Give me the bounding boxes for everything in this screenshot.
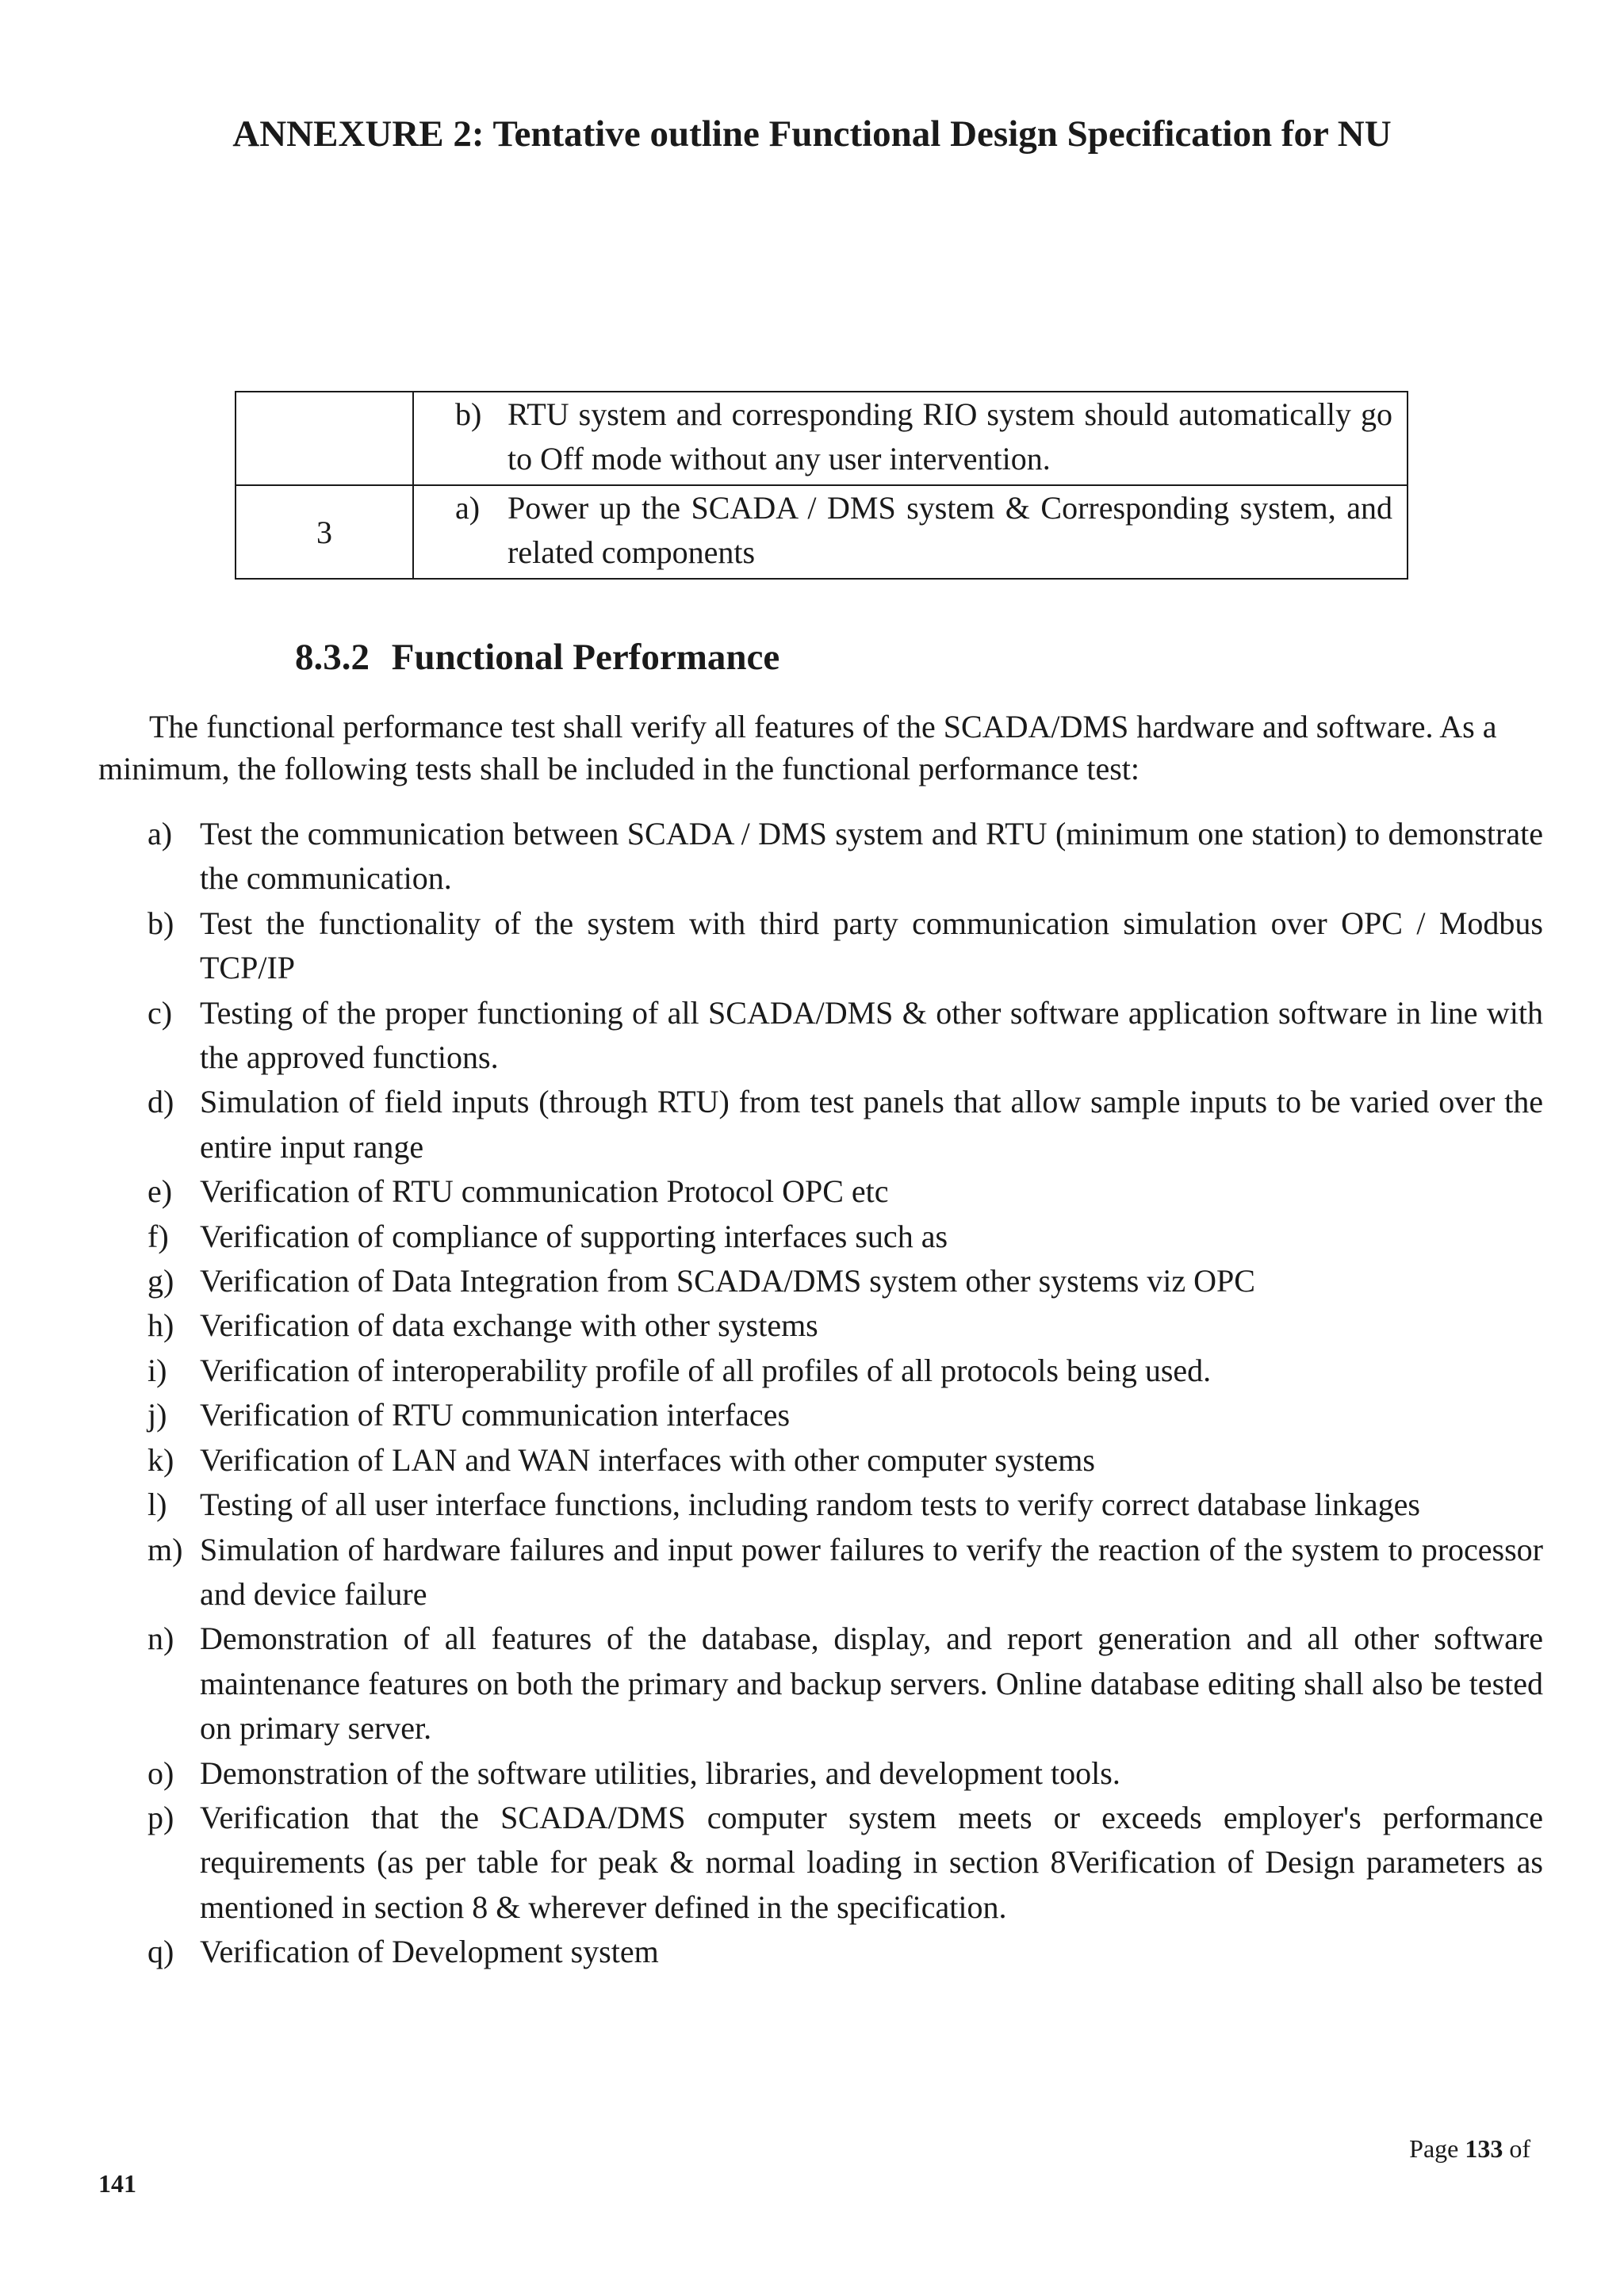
list-text: Verification of LAN and WAN interfaces with other computer systems — [200, 1441, 1095, 1478]
list-item — [147, 901, 1543, 991]
list-marker: n) — [147, 1621, 174, 1657]
list-item — [147, 1303, 1543, 1348]
list-marker: l) — [147, 1487, 167, 1523]
list-text: Verification of compliance of supporting interfaces such as — [200, 1218, 948, 1254]
list-marker: e) — [147, 1173, 173, 1210]
list-item — [147, 1617, 1543, 1751]
page-number — [1409, 2134, 1530, 2164]
list-text: Simulation of field inputs (through RTU) from test panels that allow sample inputs to be varied over the entire input range — [200, 1084, 1543, 1165]
list-item — [147, 1169, 1543, 1214]
list-text: Verification of interoperability profile of all profiles of all protocols being used. — [200, 1352, 1212, 1388]
table-item-text: Power up the SCADA / DMS system & Corresponding system, and related components — [508, 490, 1392, 570]
page-of: of — [1509, 2134, 1530, 2163]
list-item — [147, 812, 1543, 901]
list-text: Verification of RTU communication Protocol OPC etc — [200, 1173, 889, 1210]
list-text: Testing of all user interface functions, including random tests to verify correct database linkages — [200, 1487, 1420, 1523]
list-text: Verification that the SCADA/DMS computer system meets or exceeds employer's performance requirements (as per table for peak & normal loading in section 8Verification of Design parameters as mentioned in section 8 & wherever defined in the specification. — [200, 1799, 1543, 1925]
list-text: Demonstration of all features of the database, display, and report generation and all other software maintenance features on both the primary and backup servers. Online database editing shall also be tested on primary server. — [200, 1621, 1543, 1747]
list-text: Verification of data exchange with other systems — [200, 1307, 818, 1344]
list-marker: g) — [147, 1263, 174, 1299]
list-text: Simulation of hardware failures and input power failures to verify the reaction of the system to processor and device failure — [200, 1531, 1543, 1612]
section-heading — [295, 636, 779, 679]
list-item — [147, 1528, 1543, 1617]
page-title: ANNEXURE 2: Tentative outline Functional Design Specification for NU — [232, 113, 1392, 155]
list-text: Verification of Development system — [200, 1934, 659, 1970]
list-text: Test the functionality of the system with third party communication simulation over OPC / Modbus TCP/IP — [200, 905, 1543, 986]
list-item — [147, 1438, 1543, 1483]
list-marker: o) — [147, 1755, 174, 1791]
list-item — [147, 1215, 1543, 1259]
total-pages: 141 — [98, 2169, 136, 2198]
table-row — [236, 392, 1408, 485]
list-item — [147, 1751, 1543, 1796]
list-marker: q) — [147, 1934, 174, 1970]
list-item — [147, 1393, 1543, 1437]
list-item — [147, 1796, 1543, 1930]
list-item — [147, 1930, 1543, 1974]
list-item — [147, 1483, 1543, 1527]
test-list — [147, 812, 1543, 1975]
section-number: 8.3.2 — [295, 637, 370, 678]
table-step-description — [413, 392, 1408, 485]
list-marker: d) — [147, 1084, 174, 1120]
list-marker: a) — [147, 816, 173, 851]
list-marker: m) — [147, 1531, 183, 1567]
list-text: Demonstration of the software utilities, libraries, and development tools. — [200, 1755, 1120, 1791]
list-marker: p) — [147, 1799, 174, 1835]
section-title: Functional Performance — [391, 637, 780, 678]
table-step-number: 3 — [236, 485, 413, 579]
list-text: Verification of RTU communication interfaces — [200, 1397, 791, 1433]
list-marker: f) — [147, 1218, 169, 1254]
list-marker: k) — [147, 1441, 174, 1478]
test-steps-table — [235, 391, 1408, 580]
current-page: 133 — [1465, 2134, 1503, 2163]
table-item-marker: a) — [455, 490, 481, 526]
table-step-description — [413, 485, 1408, 579]
table-step-number — [236, 392, 413, 485]
list-marker: j) — [147, 1397, 167, 1433]
list-marker: i) — [147, 1352, 167, 1388]
page-label: Page — [1409, 2134, 1459, 2163]
list-text: Testing of the proper functioning of all SCADA/DMS & other software application software in line with the approved functions. — [200, 994, 1543, 1076]
list-text: Test the communication between SCADA / DMS system and RTU (minimum one station) to demonstrate the communication. — [200, 816, 1543, 897]
section-intro: The functional performance test shall verify all features of the SCADA/DMS hardware and software. As a minimum, the following tests shall be included in the functional performance test: — [98, 709, 1497, 786]
list-item — [147, 1349, 1543, 1393]
list-item — [147, 1259, 1543, 1303]
list-item — [147, 991, 1543, 1081]
table-item-text: RTU system and corresponding RIO system should automatically go to Off mode without any user intervention. — [508, 396, 1392, 476]
list-marker: c) — [147, 994, 173, 1031]
table-row — [236, 485, 1408, 579]
list-item — [147, 1080, 1543, 1169]
list-marker: b) — [147, 905, 174, 941]
table-item-marker: b) — [455, 396, 482, 432]
list-marker: h) — [147, 1307, 174, 1344]
list-text: Verification of Data Integration from SCADA/DMS system other systems viz OPC — [200, 1263, 1255, 1299]
